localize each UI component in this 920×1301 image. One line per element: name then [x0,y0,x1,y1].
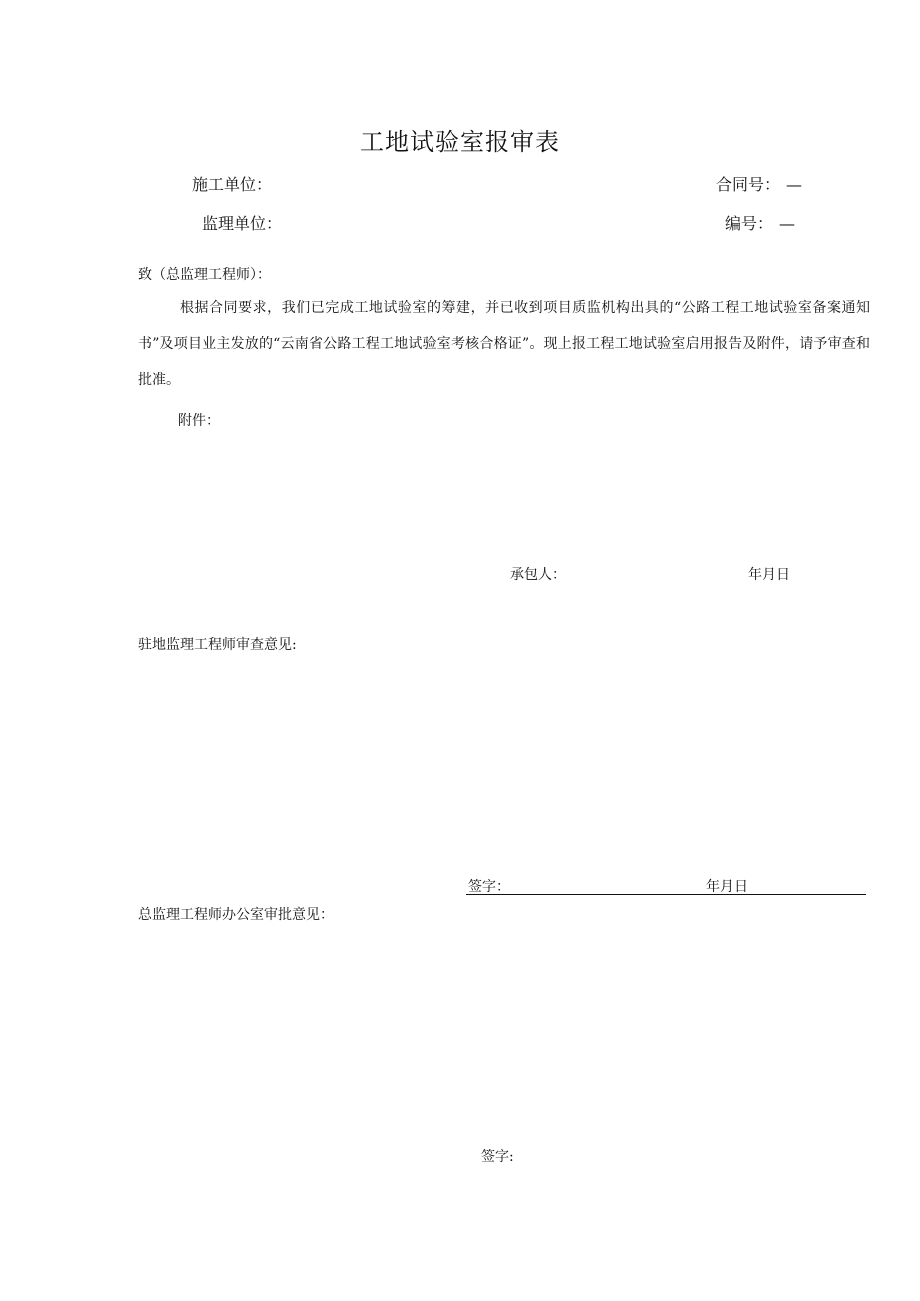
contractor-sign-label: 承包人： [510,567,566,583]
serial-no-field [725,211,795,234]
contract-no-field [716,172,802,195]
salutation: 致（总监理工程师）： [138,267,271,283]
supervisor-label: 监理单位： [202,214,283,233]
resident-review-heading: 驻地监理工程师审查意见: [138,637,297,653]
resident-date-label: 年月日 [706,879,748,895]
chief-approval-heading: 总监理工程师办公室审批意见： [138,907,334,923]
signature-line [466,894,866,895]
serial-no-value: — [779,214,796,233]
contract-no-label: 合同号： [716,175,781,194]
page-title: 工地试验室报审表 [360,128,560,156]
contractor-date-label: 年月日 [748,567,790,583]
letter-body: 根据合同要求，我们已完成工地试验室的筹建，并已收到项目质监机构出具的“公路工程工地试验室备案通知书”及项目业主发放的“云南省公路工程工地试验室考核合格证”。现上报工程工地试验室启用报告及附件，请予审查和批准。 [138,300,870,388]
contract-no-value: — [786,175,803,194]
contractor-label: 施工单位： [192,175,273,194]
chief-sign-label: 签字: [481,1149,514,1165]
resident-sign-label: 签字： [468,879,510,895]
serial-no-label: 编号： [725,214,774,233]
attachment-label: 附件： [178,413,220,429]
